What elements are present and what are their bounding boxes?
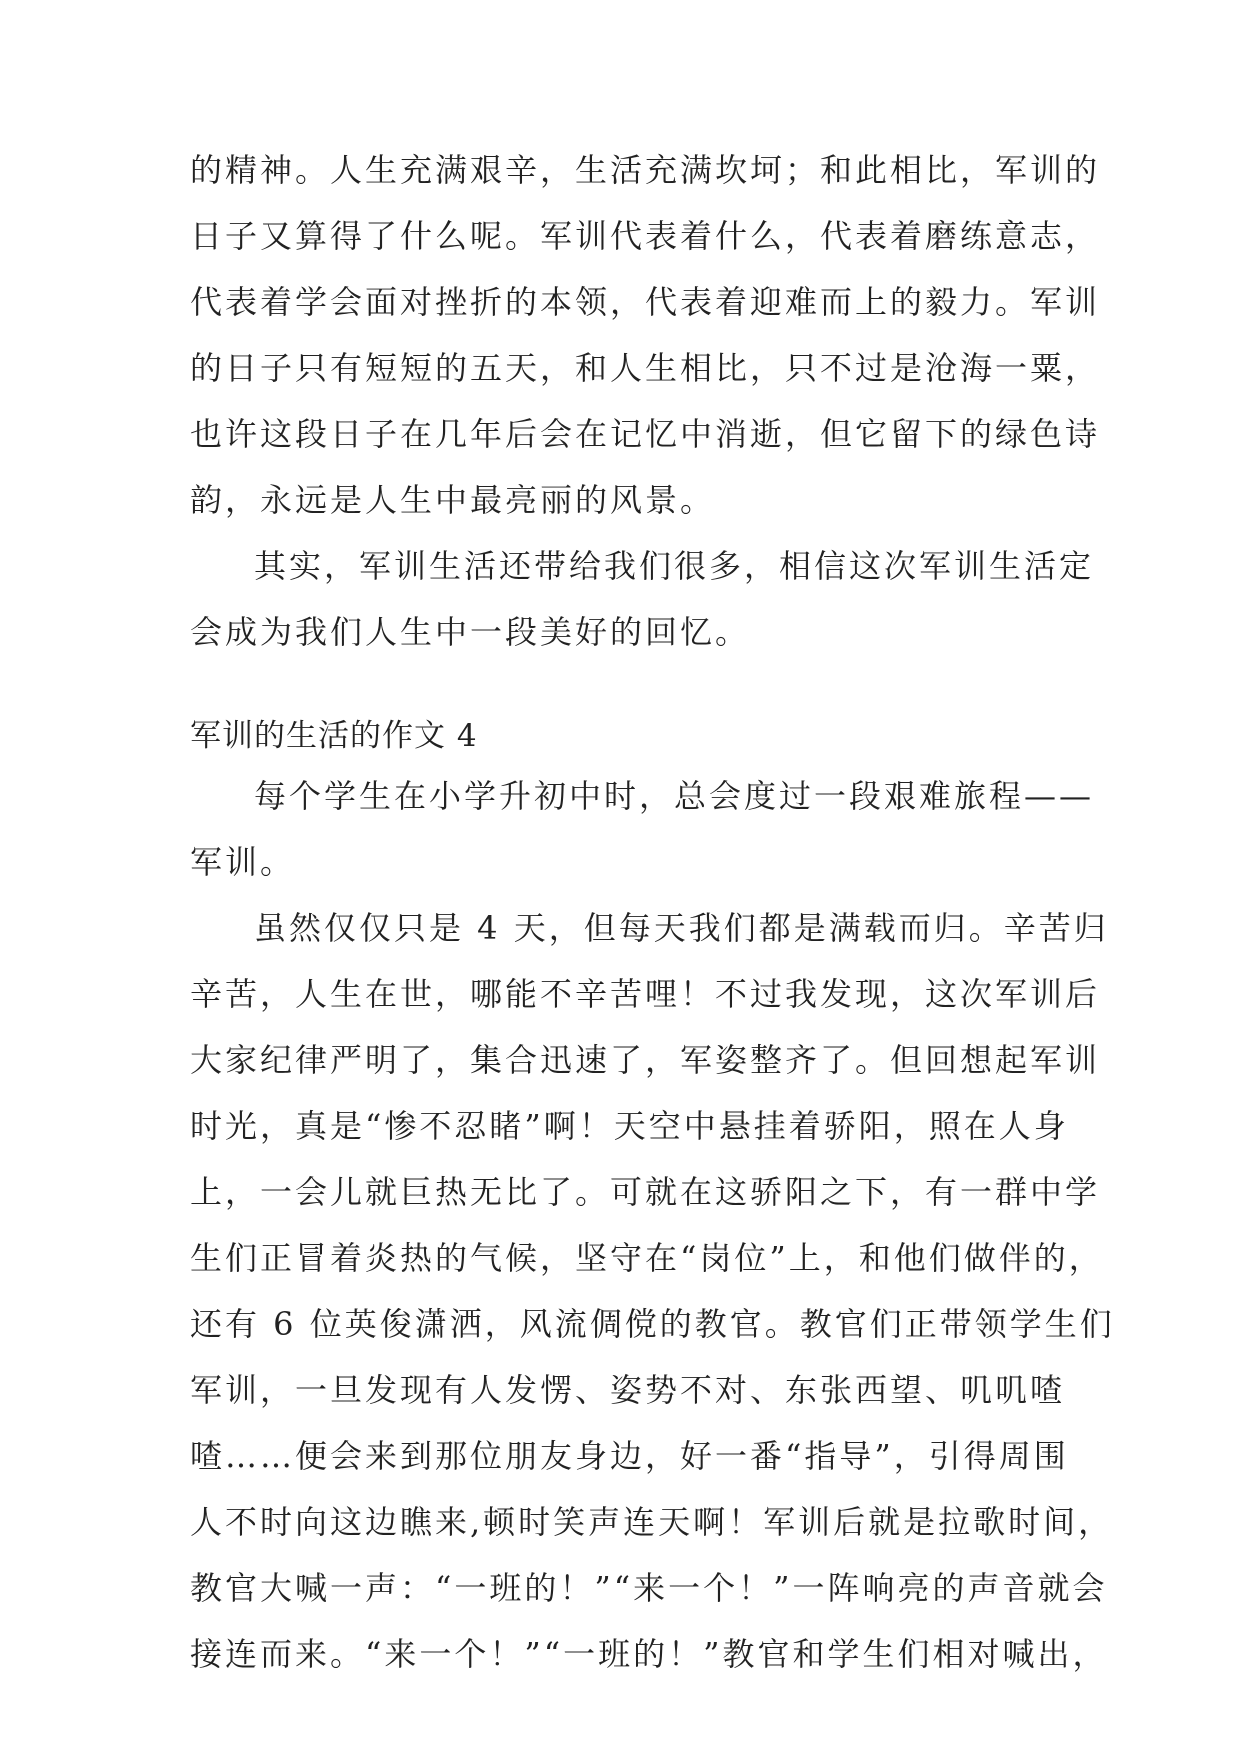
paragraph-line: 韵，永远是人生中最亮丽的风景。 xyxy=(190,481,716,519)
paragraph-line: 教官大喊一声：“一班的！”“来一个！”一阵响亮的声音就会 xyxy=(190,1569,1108,1607)
section-heading: 军训的生活的作文 4 xyxy=(190,718,478,754)
paragraph-line: 上，一会儿就巨热无比了。可就在这骄阳之下，有一群中学 xyxy=(190,1173,1101,1211)
paragraph-line: 日子又算得了什么呢。军训代表着什么，代表着磨练意志， xyxy=(190,217,1101,255)
paragraph-line: 的精神。人生充满艰辛，生活充满坎坷；和此相比，军训的 xyxy=(190,151,1101,189)
paragraph-line: 还有 6 位英俊潇洒，风流倜傥的教官。教官们正带领学生们 xyxy=(190,1305,1115,1343)
paragraph-line: 军训，一旦发现有人发愣、姿势不对、东张西望、叽叽喳 xyxy=(190,1371,1066,1409)
paragraph-line: 每个学生在小学升初中时，总会度过一段艰难旅程—— xyxy=(254,777,1095,815)
paragraph-line: 辛苦，人生在世，哪能不辛苦哩！不过我发现，这次军训后 xyxy=(190,975,1101,1013)
paragraph-line: 代表着学会面对挫折的本领，代表着迎难而上的毅力。军训 xyxy=(190,283,1101,321)
paragraph-line: 接连而来。“来一个！”“一班的！”教官和学生们相对喊出， xyxy=(190,1635,1108,1673)
paragraph-line: 虽然仅仅只是 4 天，但每天我们都是满载而归。辛苦归 xyxy=(254,909,1109,947)
paragraph-line: 大家纪律严明了，集合迅速了，军姿整齐了。但回想起军训 xyxy=(190,1041,1101,1079)
paragraph-line: 军训。 xyxy=(190,843,296,881)
paragraph-line: 的日子只有短短的五天，和人生相比，只不过是沧海一粟， xyxy=(190,349,1101,387)
paragraph-line: 喳……便会来到那位朋友身边，好一番“指导”，引得周围 xyxy=(190,1437,1069,1475)
paragraph-line: 人不时向这边瞧来,顿时笑声连天啊！军训后就是拉歌时间， xyxy=(190,1503,1114,1541)
paragraph-line: 也许这段日子在几年后会在记忆中消逝，但它留下的绿色诗 xyxy=(190,415,1101,453)
paragraph-line: 会成为我们人生中一段美好的回忆。 xyxy=(190,613,751,651)
paragraph-line: 其实，军训生活还带给我们很多，相信这次军训生活定 xyxy=(254,547,1095,585)
paragraph-line: 时光，真是“惨不忍睹”啊！天空中悬挂着骄阳，照在人身 xyxy=(190,1107,1069,1145)
paragraph-line: 生们正冒着炎热的气候，坚守在“岗位”上，和他们做伴的， xyxy=(190,1239,1104,1277)
